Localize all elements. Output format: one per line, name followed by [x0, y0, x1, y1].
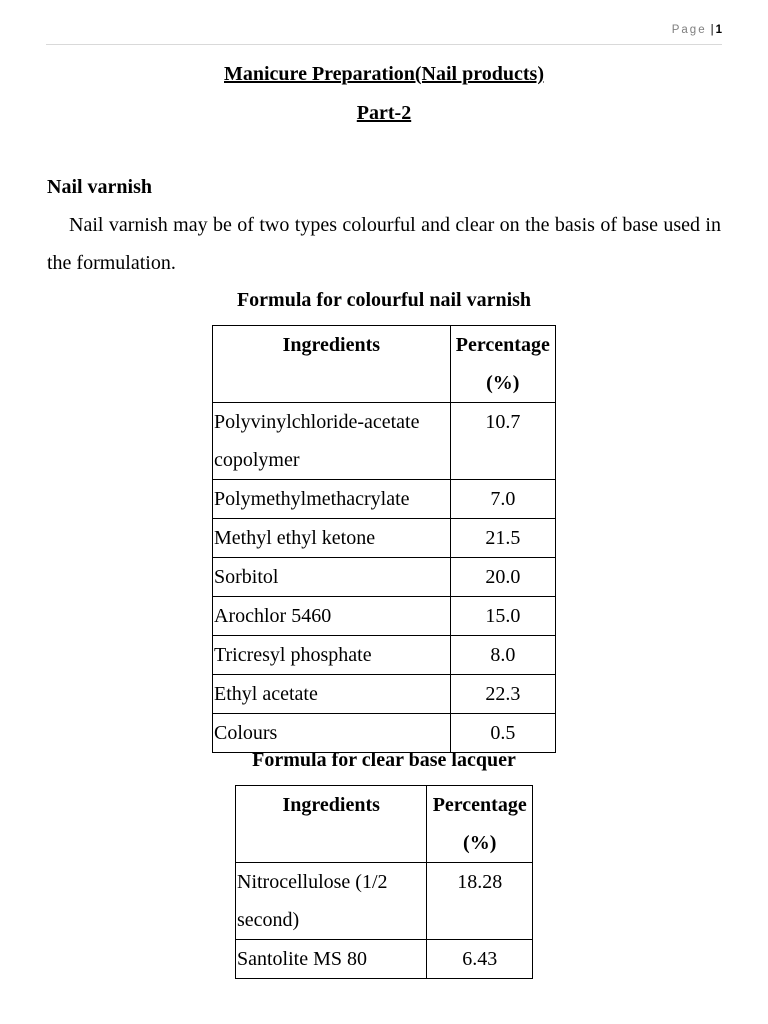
colourful-varnish-table [212, 325, 556, 753]
percentage-cell: 21.5 [450, 519, 555, 558]
table-row [213, 519, 556, 558]
page-separator: | [710, 24, 714, 36]
ingredient-cell: Sorbitol [213, 558, 451, 597]
section-heading: Nail varnish [47, 176, 153, 198]
table-row [213, 558, 556, 597]
table-row [213, 403, 556, 480]
clear-lacquer-table [235, 785, 533, 979]
percentage-cell: 7.0 [450, 480, 555, 519]
document-subtitle: Part-2 [356, 102, 412, 124]
table-row [213, 636, 556, 675]
intro-paragraph: Nail varnish may be of two types colourful and clear on the basis of base used in the formulation. [47, 214, 721, 274]
page-number: 1 [715, 24, 722, 36]
table-row [213, 597, 556, 636]
table-row [236, 863, 533, 940]
column-header-percentage [427, 786, 533, 863]
percentage-cell: 8.0 [450, 636, 555, 675]
document-title: Manicure Preparation(Nail products) [224, 63, 544, 85]
ingredient-cell: Arochlor 5460 [213, 597, 451, 636]
ingredient-cell: Polyvinylchloride-acetate copolymer [213, 403, 451, 480]
table-row [213, 480, 556, 519]
header-divider [46, 44, 722, 45]
percentage-cell: 20.0 [450, 558, 555, 597]
ingredient-cell: Colours [213, 714, 451, 753]
ingredient-cell: Nitrocellulose (1/2 second) [236, 863, 427, 940]
column-header-ingredients: Ingredients [213, 326, 451, 403]
table2-caption: Formula for clear base lacquer [252, 749, 516, 771]
ingredient-cell: Methyl ethyl ketone [213, 519, 451, 558]
percentage-header-text: Percentage (%) [455, 334, 550, 394]
percentage-cell: 18.28 [427, 863, 533, 940]
table1-caption: Formula for colourful nail varnish [236, 289, 532, 311]
page-label: Page [671, 24, 707, 36]
ingredient-cell: Polymethylmethacrylate [213, 480, 451, 519]
percentage-cell: 15.0 [450, 597, 555, 636]
percentage-cell: 6.43 [427, 940, 533, 979]
percentage-header-text: Percentage (%) [432, 794, 527, 854]
percentage-cell: 10.7 [450, 403, 555, 480]
ingredient-cell: Ethyl acetate [213, 675, 451, 714]
percentage-cell: 22.3 [450, 675, 555, 714]
ingredient-cell: Santolite MS 80 [236, 940, 427, 979]
ingredient-cell: Tricresyl phosphate [213, 636, 451, 675]
page-header [672, 24, 722, 36]
table-row [213, 675, 556, 714]
percentage-cell: 0.5 [450, 714, 555, 753]
column-header-ingredients: Ingredients [236, 786, 427, 863]
table-header-row [236, 786, 533, 863]
table-row [236, 940, 533, 979]
table-header-row [213, 326, 556, 403]
column-header-percentage [450, 326, 555, 403]
